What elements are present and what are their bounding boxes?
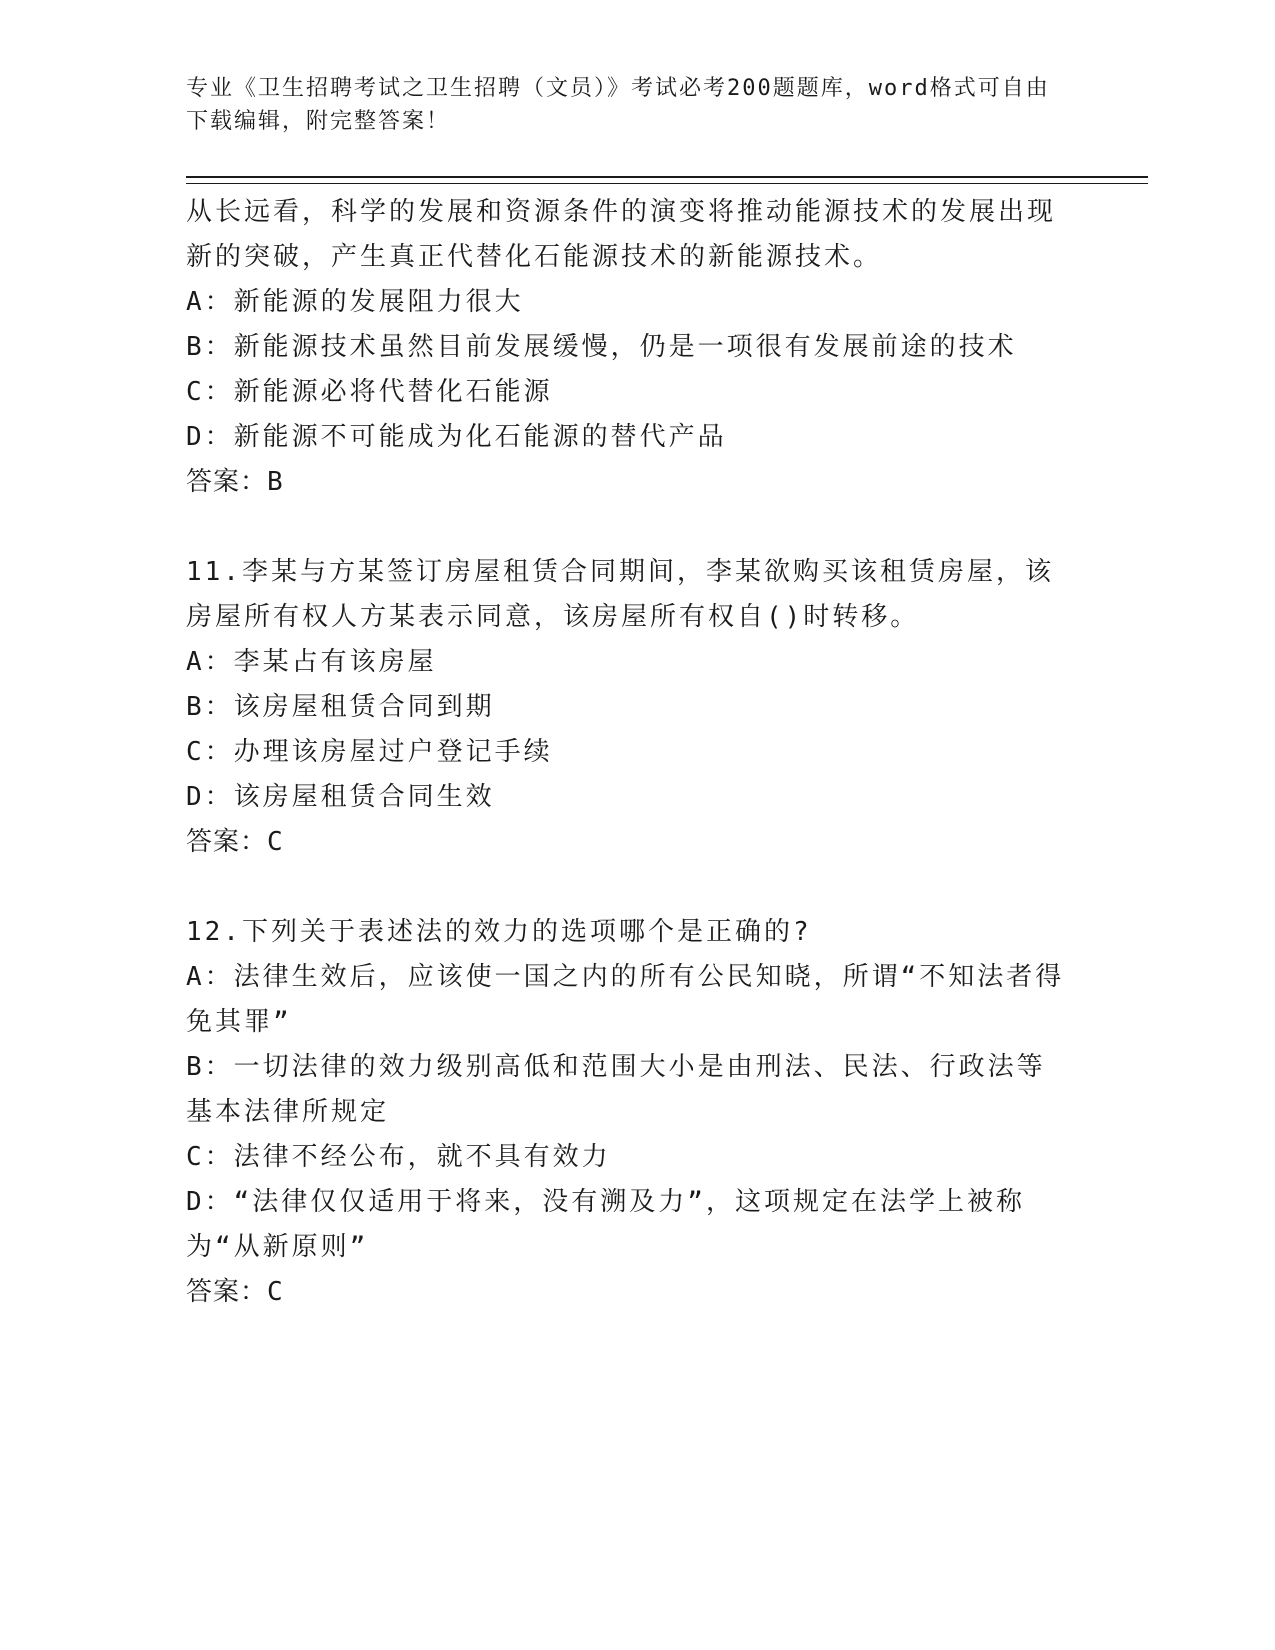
answer-line: 答案：B (186, 467, 284, 497)
question-item (186, 190, 1066, 505)
option-c: C：新能源必将代替化石能源 (186, 377, 553, 407)
question-list (186, 190, 1066, 1360)
question-stem: 从长远看，科学的发展和资源条件的演变将推动能源技术的发展出现新的突破，产生真正代替化石能源技术的新能源技术。 (186, 197, 1057, 272)
option-b: B：一切法律的效力级别高低和范围大小是由刑法、民法、行政法等基本法律所规定 (186, 1052, 1046, 1127)
option-c: C：法律不经公布，就不具有效力 (186, 1142, 611, 1172)
option-d: D：“法律仅仅适用于将来，没有溯及力”，这项规定在法学上被称为“从新原则” (186, 1187, 1025, 1262)
question-stem: 11.李某与方某签订房屋租赁合同期间，李某欲购买该租赁房屋，该房屋所有权人方某表示同意，该房屋所有权自()时转移。 (186, 557, 1054, 632)
answer-line: 答案：C (186, 827, 284, 857)
question-item (186, 550, 1066, 865)
question-stem: 12.下列关于表述法的效力的选项哪个是正确的? (186, 917, 812, 947)
option-d: D：新能源不可能成为化石能源的替代产品 (186, 422, 727, 452)
option-a: A：法律生效后，应该使一国之内的所有公民知晓，所谓“不知法者得免其罪” (186, 962, 1065, 1037)
option-b: B：新能源技术虽然目前发展缓慢，仍是一项很有发展前途的技术 (186, 332, 1017, 362)
answer-line: 答案：C (186, 1277, 284, 1307)
option-c: C：办理该房屋过户登记手续 (186, 737, 553, 767)
document-header: 专业《卫生招聘考试之卫生招聘（文员）》考试必考200题题库，word格式可自由下载编辑，附完整答案！ (186, 76, 1050, 134)
option-b: B：该房屋租赁合同到期 (186, 692, 495, 722)
option-a: A：新能源的发展阻力很大 (186, 287, 524, 317)
option-d: D：该房屋租赁合同生效 (186, 782, 495, 812)
option-a: A：李某占有该房屋 (186, 647, 437, 677)
question-item (186, 910, 1066, 1315)
header-divider (186, 176, 1148, 184)
